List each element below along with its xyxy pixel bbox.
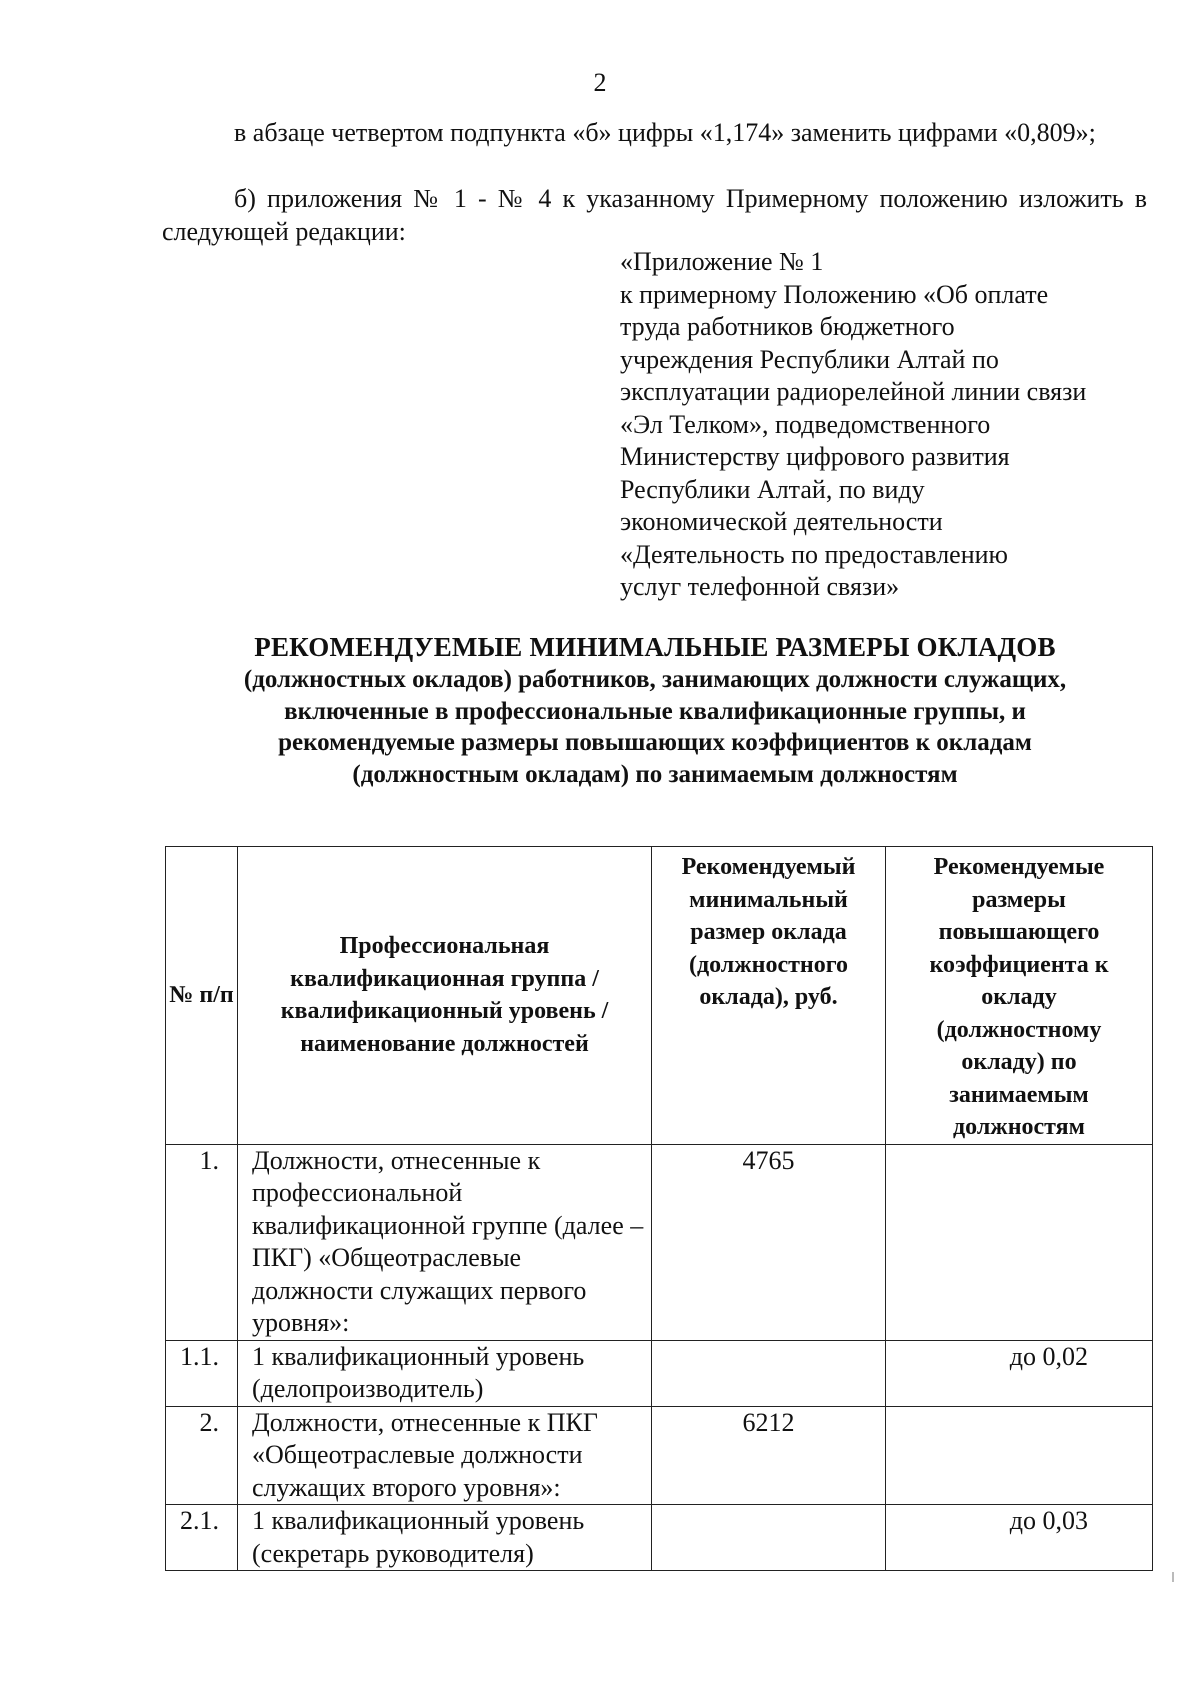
table-row (166, 1340, 1153, 1406)
appendix-line: труда работников бюджетного (620, 312, 955, 341)
heading-subtitle-line: (должностным окладам) по занимаемым должностям (352, 760, 958, 788)
row-number: 2. (166, 1406, 238, 1505)
heading-title: РЕКОМЕНДУЕМЫЕ МИНИМАЛЬНЫЕ РАЗМЕРЫ ОКЛАДОВ (254, 632, 1056, 662)
heading-subtitle-line: рекомендуемые размеры повышающих коэффициентов к окладам (278, 729, 1032, 756)
table-header-row (166, 847, 1153, 1145)
header-coefficient: Рекомендуемые размеры повышающего коэффициента к окладу (должностному окладу) по занимаемым должностям (886, 847, 1153, 1145)
row-coefficient: до 0,03 (886, 1505, 1153, 1571)
heading-subtitle-line: включенные в профессиональные квалификационные группы, и (284, 697, 1026, 725)
heading-subtitle-line: (должностных окладов) работников, занимающих должности служащих, (243, 666, 1067, 693)
header-number: № п/п (166, 847, 238, 1145)
document-heading (160, 630, 1150, 790)
appendix-line: к примерному Положению «Об оплате (620, 279, 1049, 309)
appendix-line: экономической деятельности (620, 507, 943, 536)
appendix-line: учреждения Республики Алтай по (620, 344, 999, 374)
row-salary: 6212 (652, 1406, 886, 1505)
appendix-line: «Эл Телком», подведомственного (620, 409, 991, 439)
row-salary (652, 1505, 886, 1571)
row-coefficient (886, 1406, 1153, 1505)
row-name: Должности, отнесенные к профессиональной квалификационной группе (далее – ПКГ) «Общеотраслевые должности служащих первого уровня»: (238, 1144, 652, 1340)
row-coefficient: до 0,02 (886, 1340, 1153, 1406)
appendix-reference-block (620, 246, 1160, 604)
header-group: Профессиональная квалификационная группа / квалификационный уровень / наименование должностей (238, 847, 652, 1145)
header-salary: Рекомендуемый минимальный размер оклада (должностного оклада), руб. (652, 847, 886, 1145)
scan-artifact-mark (1172, 1572, 1174, 1582)
page-number: 2 (593, 68, 607, 97)
row-salary: 4765 (652, 1144, 886, 1340)
row-name: 1 квалификационный уровень (секретарь руководителя) (238, 1505, 652, 1571)
row-number: 2.1. (166, 1505, 238, 1571)
row-number: 1.1. (166, 1340, 238, 1406)
table-row (166, 1144, 1153, 1340)
appendix-line: услуг телефонной связи» (620, 572, 900, 601)
row-name: Должности, отнесенные к ПКГ «Общеотраслевые должности служащих второго уровня»: (238, 1406, 652, 1505)
row-name: 1 квалификационный уровень (делопроизводитель) (238, 1340, 652, 1406)
row-number: 1. (166, 1144, 238, 1340)
appendix-line: «Приложение № 1 (620, 247, 824, 276)
row-salary (652, 1340, 886, 1406)
appendix-line: «Деятельность по предоставлению (620, 539, 1008, 569)
paragraph-amendment-digits: в абзаце четвертом подпункта «б» цифры «1,174» заменить цифрами «0,809»; (234, 118, 1096, 147)
salary-table (165, 846, 1153, 1571)
appendix-line: Министерству цифрового развития (620, 442, 1010, 471)
appendix-line: Республики Алтай, по виду (620, 474, 925, 504)
table-row (166, 1505, 1153, 1571)
table-row (166, 1406, 1153, 1505)
paragraph-amendment-appendices: б) приложения № 1 - № 4 к указанному Примерному положению изложить в следующей редакции: (162, 184, 1147, 246)
row-coefficient (886, 1144, 1153, 1340)
appendix-line: эксплуатации радиорелейной линии связи (620, 377, 1087, 406)
